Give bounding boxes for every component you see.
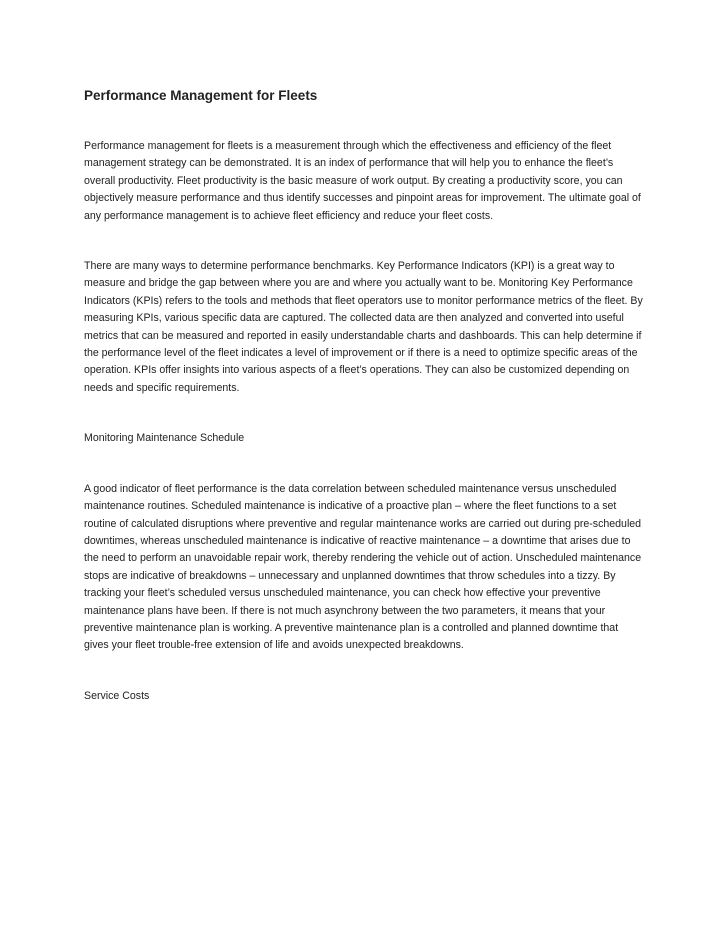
spacer: [84, 105, 644, 138]
document-title: Performance Management for Fleets: [84, 88, 318, 103]
kpi-paragraph: There are many ways to determine performance benchmarks. Key Performance Indicators (KPI) is a great way to measure and bridge the gap between where you are and where you actually want to be. Monitoring Key Performance Indicators (KPIs) refers to the tools and methods that fleet operators use to monitor performance metrics of the fleet. By measuring KPIs, various specific data are captured. The collected data are then analyzed and converted into useful metrics that can be measured and reported in easily understandable charts and dashboards. This can help determine if the performance level of the fleet indicates a level of improvement or if there is a need to optimize specific areas of the operation. KPIs offer insights into various aspects of a fleet’s operations. They can also be customized depending on needs and specific requirements.: [84, 260, 643, 394]
maintenance-paragraph: A good indicator of fleet performance is the data correlation between scheduled maintenance versus unscheduled maintenance routines. Scheduled maintenance is indicative of a proactive plan – where the fleet functions to a set routine of calculated disruptions where preventive and regular maintenance works are carried out during pre-scheduled downtimes, whereas unscheduled maintenance is indicative of reactive maintenance – a downtime that arises due to the need to perform an unavoidable repair work, thereby rendering the vehicle out of action. Unscheduled maintenance stops are indicative of breakdowns – unnecessary and unplanned downtimes that throw schedules into a tizzy. By tracking your fleet’s scheduled versus unscheduled maintenance, you can check how effective your preventive maintenance plans have been. If there is not much asynchrony between the two parameters, it means that your preventive maintenance plan is working. A preventive maintenance plan is a controlled and planned downtime that gives your fleet trouble-free extension of life and avoids unexpected breakdowns.: [84, 482, 642, 652]
intro-paragraph: Performance management for fleets is a measurement through which the effectiveness and efficiency of the fleet management strategy can be demonstrated. It is an index of performance that will help you to enhance the fleet’s overall productivity. Fleet productivity is the basic measure of work output. By creating a productivity score, you can objectively measure performance and thus identify successes and pinpoint areas for improvement. The ultimate goal of any performance management is to achieve fleet efficiency and reduce your fleet costs.: [84, 140, 641, 222]
document-content: [84, 87, 644, 705]
section-heading-service-costs: Service Costs: [84, 689, 150, 702]
spacer: [84, 448, 644, 481]
spacer: [84, 225, 644, 258]
spacer: [84, 397, 644, 430]
spacer: [84, 655, 644, 688]
section-heading-maintenance: Monitoring Maintenance Schedule: [84, 432, 245, 445]
